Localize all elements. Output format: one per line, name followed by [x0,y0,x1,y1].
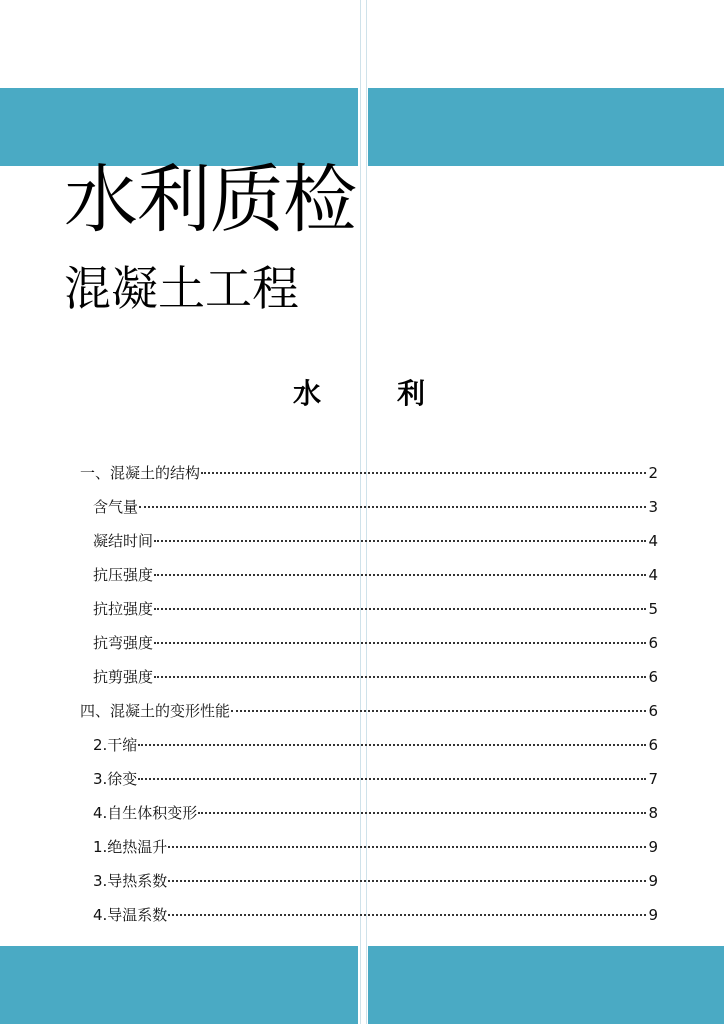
toc-page-number: 8 [648,804,658,822]
toc-entry-label: 凝结时间 [93,532,154,550]
toc-entry[interactable] [80,456,660,490]
toc-entry[interactable] [80,898,660,932]
toc-entry-label: 2.干缩 [93,736,138,754]
toc-entry-label: 四、混凝土的变形性能 [80,702,231,720]
toc-page-number: 6 [648,702,658,720]
toc-page-number: 9 [648,906,658,924]
toc-entry-label: 抗压强度 [93,566,154,584]
toc-page-number: 9 [648,838,658,856]
toc-entry[interactable] [80,490,660,524]
toc-entry-label: 抗拉强度 [93,600,154,618]
toc-dot-leader [168,846,646,848]
toc-entry-label: 4.导温系数 [93,906,168,924]
toc-entry-label: 含气量 [93,498,139,516]
toc-dot-leader [154,540,646,542]
section-heading-char: 利 [397,377,426,410]
table-of-contents [80,456,660,932]
toc-entry-label: 1.绝热温升 [93,838,168,856]
toc-entry-label: 4.自生体积变形 [93,804,198,822]
toc-entry[interactable] [80,728,660,762]
toc-entry-label: 一、混凝土的结构 [80,464,201,482]
toc-entry[interactable] [80,558,660,592]
toc-page-number: 4 [648,566,658,584]
toc-entry[interactable] [80,796,660,830]
toc-entry[interactable] [80,864,660,898]
header-band-right [368,88,724,166]
toc-dot-leader [138,778,646,780]
toc-dot-leader [168,914,646,916]
toc-entry[interactable] [80,762,660,796]
toc-entry-label: 3.徐变 [93,770,138,788]
footer-band-left [0,946,358,1024]
document-title: 水利质检 [64,157,356,243]
toc-dot-leader [201,472,646,474]
toc-page-number: 6 [648,668,658,686]
toc-entry-label: 3.导热系数 [93,872,168,890]
toc-page-number: 2 [648,464,658,482]
toc-entry[interactable] [80,830,660,864]
toc-page-number: 9 [648,872,658,890]
section-heading-char: 水 [293,377,322,410]
footer-band-right [368,946,724,1024]
toc-page-number: 4 [648,532,658,550]
toc-dot-leader [154,608,646,610]
toc-dot-leader [154,642,646,644]
toc-dot-leader [154,574,646,576]
toc-page-number: 7 [648,770,658,788]
toc-entry[interactable] [80,660,660,694]
toc-dot-leader [231,710,646,712]
toc-dot-leader [154,676,646,678]
toc-entry[interactable] [80,626,660,660]
toc-entry[interactable] [80,592,660,626]
toc-dot-leader [168,880,646,882]
toc-entry-label: 抗剪强度 [93,668,154,686]
toc-dot-leader [138,744,646,746]
toc-page-number: 6 [648,736,658,754]
toc-entry[interactable] [80,524,660,558]
toc-page-number: 5 [648,600,658,618]
toc-dot-leader [198,812,646,814]
toc-entry[interactable] [80,694,660,728]
document-subtitle: 混凝土工程 [64,262,299,317]
toc-page-number: 6 [648,634,658,652]
toc-entry-label: 抗弯强度 [93,634,154,652]
toc-page-number: 3 [648,498,658,516]
toc-dot-leader [139,506,646,508]
